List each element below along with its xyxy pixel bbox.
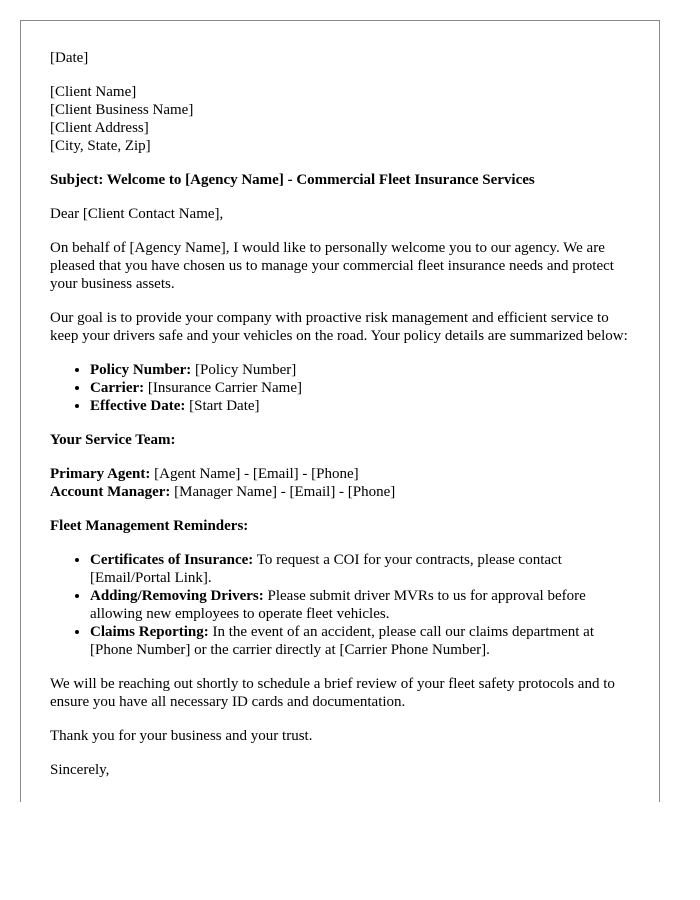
list-item bbox=[90, 551, 640, 587]
recipient-block bbox=[50, 83, 640, 155]
list-item bbox=[90, 587, 640, 623]
letter-date: [Date] bbox=[50, 50, 89, 66]
account-manager-value: [Manager Name] - [Email] - [Phone] bbox=[170, 484, 396, 500]
coi-label: Certificates of Insurance: bbox=[90, 552, 254, 568]
policy-details-list bbox=[50, 361, 640, 415]
letter-page bbox=[20, 20, 660, 802]
primary-agent-value: [Agent Name] - [Email] - [Phone] bbox=[150, 466, 359, 482]
recipient-name: [Client Name] bbox=[50, 84, 137, 100]
claims-label: Claims Reporting: bbox=[90, 624, 209, 640]
closing: Sincerely, bbox=[50, 762, 110, 778]
service-team-heading: Your Service Team: bbox=[50, 432, 176, 448]
effective-date-label: Effective Date: bbox=[90, 398, 186, 414]
effective-date-value: [Start Date] bbox=[185, 398, 260, 414]
thanks-paragraph: Thank you for your business and your trust. bbox=[50, 728, 313, 744]
primary-agent-line bbox=[50, 465, 640, 483]
carrier-value: [Insurance Carrier Name] bbox=[144, 380, 302, 396]
list-item bbox=[90, 397, 640, 415]
carrier-label: Carrier: bbox=[90, 380, 145, 396]
primary-agent-label: Primary Agent: bbox=[50, 466, 151, 482]
intro-paragraph: On behalf of [Agency Name], I would like to personally welcome you to our agency. We are pleased that you have chosen us to manage your commercial fleet insurance needs and protect your business assets. bbox=[50, 240, 614, 292]
policy-number-label: Policy Number: bbox=[90, 362, 192, 378]
recipient-address: [Client Address] bbox=[50, 120, 149, 136]
goal-paragraph: Our goal is to provide your company with proactive risk management and efficient service to keep your drivers safe and your vehicles on the road. Your policy details are summarized below: bbox=[50, 310, 628, 344]
drivers-label: Adding/Removing Drivers: bbox=[90, 588, 264, 604]
list-item bbox=[90, 361, 640, 379]
letter-subject: Subject: Welcome to [Agency Name] - Commercial Fleet Insurance Services bbox=[50, 172, 535, 188]
account-manager-line bbox=[50, 483, 640, 501]
outreach-paragraph: We will be reaching out shortly to schedule a brief review of your fleet safety protocols and to ensure you have all necessary ID cards and documentation. bbox=[50, 676, 615, 710]
list-item bbox=[90, 623, 640, 659]
coi-text: To request a COI for your contracts, please contact [Email/Portal Link]. bbox=[90, 552, 562, 586]
salutation: Dear [Client Contact Name], bbox=[50, 206, 224, 222]
account-manager-label: Account Manager: bbox=[50, 484, 171, 500]
recipient-city-state-zip: [City, State, Zip] bbox=[50, 138, 151, 154]
list-item bbox=[90, 379, 640, 397]
reminders-heading: Fleet Management Reminders: bbox=[50, 518, 249, 534]
recipient-business: [Client Business Name] bbox=[50, 102, 194, 118]
service-team-block bbox=[50, 465, 640, 501]
claims-text: In the event of an accident, please call our claims department at [Phone Number] or the carrier directly at [Carrier Phone Number]. bbox=[90, 624, 594, 658]
letter-body bbox=[50, 49, 640, 779]
drivers-text: Please submit driver MVRs to us for approval before allowing new employees to operate fleet vehicles. bbox=[90, 588, 586, 622]
reminders-list bbox=[50, 551, 640, 659]
policy-number-value: [Policy Number] bbox=[191, 362, 297, 378]
